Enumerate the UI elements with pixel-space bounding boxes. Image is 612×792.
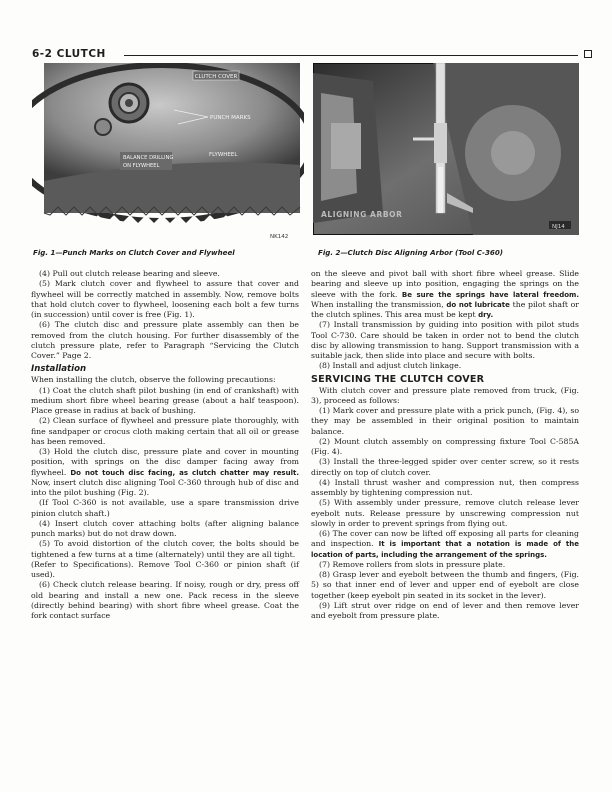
paragraph: (2) Mount clutch assembly on compressing fixture Tool C-585A (Fig. 4). (311, 436, 579, 456)
figure-1-photo (32, 63, 304, 241)
label-flywheel: FLYWHEEL (209, 152, 238, 158)
emphasis-text: do not lubricate (446, 300, 510, 309)
warning-text: Do not touch disc facing, as clutch chatter may result. (70, 468, 299, 477)
figure-2-photo (313, 63, 579, 235)
right-column (311, 269, 579, 621)
emphasis-text: dry. (478, 311, 494, 319)
paragraph: on the sleeve and pivot ball with short fibre wheel grease. Slide bearing and sleeve up into position, engaging the springs on the sleeve with the fork. Be sure the springs have lateral freedom. When installing the transmission, do not lubricate the pilot shaft or the clutch splines. This area must be kept dry. (311, 269, 580, 319)
paragraph: (6) Check clutch release bearing. If noisy, rough or dry, press off old bearing and install a new one. Pack recess in the sleeve (directly behind bearing) with short fibre wheel grease. Coat the fork contact surface (31, 580, 299, 620)
page-header (32, 48, 592, 62)
paragraph: (4) Install thrust washer and compression nut, then compress assembly by tightening compression nut. (311, 477, 579, 497)
left-column (31, 269, 299, 621)
paragraph: With clutch cover and pressure plate removed from truck, (Fig. 3), proceed as follows: (311, 385, 579, 405)
servicing-heading: SERVICING THE CLUTCH COVER (311, 373, 485, 385)
installation-heading: Installation (31, 364, 87, 375)
label-clutch-cover: CLUTCH COVER (194, 74, 238, 80)
paragraph: (4) Pull out clutch release bearing and sleeve. (39, 269, 220, 278)
figure-2-caption: Fig. 2—Clutch Disc Aligning Arbor (Tool C-360) (318, 248, 504, 257)
paragraph: (If Tool C-360 is not available, use a spare transmission drive pinion clutch shaft.) (31, 498, 299, 518)
paragraph: When installing the clutch, observe the following precautions: (31, 375, 276, 385)
paragraph: (3) Hold the clutch disc, pressure plate and cover in mounting position, with springs on the disc damper facing away from flywheel. Do not touch disc facing, as clutch chatter may result. Now, insert clutch disc aligning Tool C-360 through hub of disc and into the pilot bushing (Fig. 2). (31, 447, 299, 497)
figure-1-caption: Fig. 1—Punch Marks on Clutch Cover and Flywheel (33, 248, 235, 257)
paragraph: (8) Grasp lever and eyebolt between the thumb and fingers, (Fig. 5) so that inner end of lever and upper end of eyebolt are close together (keep eyebolt pin seated in its socket in the lever). (311, 570, 579, 600)
paragraph: (5) Mark clutch cover and flywheel to assure that cover and flywheel will be correctly matched in assembly. Now, remove bolts that hold clutch cover to flywheel, loosening each bolt a few turns (in succession) until cover is free (Fig. 1). (31, 279, 299, 319)
paragraph: (2) Clean surface of flywheel and pressure plate thoroughly, with fine sandpaper or crocus cloth making certain that all oil or grease has been removed. (31, 416, 299, 446)
emphasis-text: Be sure the springs have lateral freedom. (401, 290, 579, 299)
label-aligning-arbor: ALIGNING ARBOR (321, 210, 403, 219)
paragraph: (Refer to Specifications). Remove Tool C-360 or pinion shaft (if used). (31, 559, 299, 579)
paragraph: (6) The cover can now be lifted off exposing all parts for cleaning and inspection. It is important that a notation is made of the location of parts, including the arrangement of the springs. (311, 529, 579, 559)
paragraph: (5) To avoid distortion of the clutch cover, the bolts should be tightened a few turns at a time (alternately) until they are all tight. (31, 539, 299, 559)
label-balance-drilling: BALANCE DRILLING (123, 155, 174, 161)
paragraph: (7) Install transmission by guiding into position with pilot studs Tool C-730. Care should be taken in order not to bend the clutch disc by allowing transmission to hang. Support transmission with a suitable jack, then slide into place and secure with bolts. (311, 320, 579, 360)
paragraph: (4) Insert clutch cover attaching bolts (after aligning balance punch marks) but do not draw down. (31, 518, 299, 538)
section-title: 6-2 CLUTCH (32, 48, 106, 60)
label-punch-marks: PUNCH MARKS (210, 115, 251, 121)
header-box-icon (584, 50, 592, 58)
paragraph: (1) Mark cover and pressure plate with a prick punch, (Fig. 4), so they may be assembled in their original position to maintain balance. (311, 406, 579, 436)
label-on-flywheel: ON FLYWHEEL (123, 163, 160, 169)
paragraph: (7) Remove rollers from slots in pressure plate. (319, 559, 506, 569)
paragraph: (3) Install the three-legged spider over center screw, so it rests directly on top of clutch cover. (311, 457, 579, 477)
paragraph: (8) Install and adjust clutch linkage. (319, 361, 462, 371)
header-rule (124, 55, 578, 56)
paragraph: (1) Coat the clutch shaft pilot bushing (in end of crankshaft) with medium short fibre wheel bearing grease (about a half teaspoon). Place grease in radius at back of bushing. (31, 385, 299, 415)
figure-2-ref: NJ14 (552, 224, 565, 230)
emphasis-text: It is important that a notation is made of the location of parts, including the arrangement of the springs. (311, 540, 579, 559)
paragraph: (5) With assembly under pressure, remove clutch release lever eyebolt nuts. Release pressure by unscrewing compression nut slowly in order to prevent springs from flying out. (311, 498, 579, 528)
figure-1-ref: NK142 (270, 234, 289, 240)
paragraph: (6) The clutch disc and pressure plate assembly can then be removed from the clutch housing. For further disassembly of the clutch pressure plate, refer to Paragraph “Servicing the Clutch Cover.” Page 2. (31, 320, 299, 360)
paragraph: (9) Lift strut over ridge on end of lever and then remove lever and eyebolt from pressure plate. (311, 600, 579, 620)
